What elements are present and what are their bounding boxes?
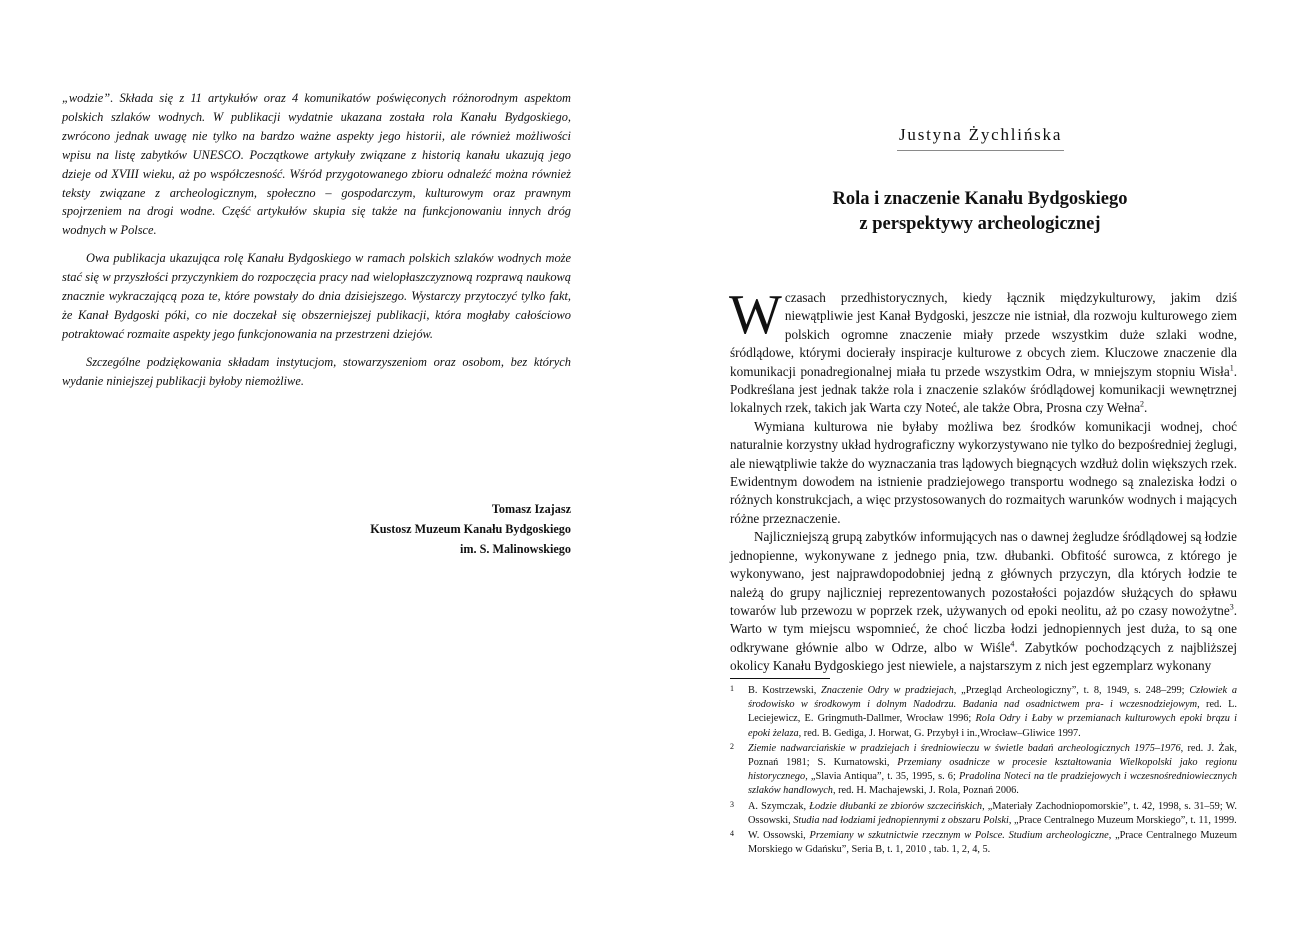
right-page <box>650 0 1299 925</box>
footnote-text: , „Prace Centralnego Muzeum Morskiego w Gdańsku”, Seria B, t. 1, 2010 , tab. 1, 2, 4, 5. <box>748 830 1237 856</box>
footnote-work-title: Człowiek a środowisko w środkowym i dolnym Nadodrzu. Badania nad osadnictwem pra- i wczesnodziejowym <box>748 685 1237 711</box>
left-page <box>0 0 649 925</box>
footnote-ref-4[interactable]: 4 <box>1010 639 1015 649</box>
footnote-ref-1[interactable]: 1 <box>1229 363 1234 373</box>
footnote-2 <box>730 742 1237 799</box>
footnote-text: , „Materiały Zachodniopomorskie”, t. 42, 1998, s. 31–59; W. Ossowski, <box>748 800 1238 826</box>
p3-text-c: . Zabytków pochodzących z najbliższej okolicy Kanału Bydgoskiego jest niewiele, a najstarszym z nich jest egzemplarz wykonany <box>730 639 1237 674</box>
footnote-1 <box>730 684 1237 741</box>
footnote-text: , red. B. Gediga, J. Horwat, G. Przybył i in.,Wrocław–Gliwice 1997. <box>798 727 1081 739</box>
p1-text: czasach przedhistorycznych, kiedy łącznik międzykulturowy, jakim dziś niewątpliwie jest Kanał Bydgoski, jeszcze nie istniał, dla rozwoju kulturowego ziem polskich ogromne znaczenie miały przede wszystkim duże szlaki wodne, śródlądowe, którymi docierały inspiracje kulturowe z obcych ziem. Kluczowe znaczenie dla komunikacji ponadregionalnej miała tu przede wszystkim Odra, w mniejszym stopniu Wisła <box>730 290 1237 379</box>
signature-block <box>370 499 571 559</box>
footnote-ref-2[interactable]: 2 <box>1140 400 1145 410</box>
signature-affiliation: im. S. Malinowskiego <box>459 542 571 556</box>
left-paragraph-2: Owa publikacja ukazująca rolę Kanału Bydgoskiego w ramach polskich szlaków wodnych może stać się w przyszłości przyczynkiem do rozpoczęcia pracy nad wielopłaszczyznową rozprawą naukową znacznie wykraczającą poza te, które powstały do dnia dzisiejszego. Wystarczy przytoczyć tylko fakt, że Kanał Bydgoski póki, co nie doczekał się obszerniejszej publikacji, która mogłaby całościowo potraktować rozmaite aspekty jego funkcjonowania na przestrzeni dziejów. <box>62 251 571 341</box>
p1-text-c: . <box>1144 400 1148 416</box>
footnote-3 <box>730 800 1237 828</box>
footnote-number: 1 <box>730 684 734 693</box>
body-paragraph-1 <box>729 284 1237 418</box>
footnote-number: 2 <box>730 741 734 751</box>
footnote-text: , „Prace Centralnego Muzeum Morskiego”, t. 11, 1999. <box>1008 814 1237 826</box>
article-title <box>780 187 1180 237</box>
left-paragraph-1: „wodzie”. Składa się z 11 artykułów oraz 4 komunikatów poświęconych różnorodnym aspektom polskich szlaków wodnych. W publikacji wydatnie ukazana została rola Kanału Bydgoskiego, zwrócono jednak uwagę nie tylko na bardzo ważne aspekty jego historii, ale również możliwości wpisu na listę zabytków UNESCO. Początkowe artykuły związane z historią kanału ukazują jego dzieje od XVIII wieku, aż po współczesność. Wśród przygotowanego zbioru odnaleźć można również teksty związane z archeologicznym, społeczno – gospodarczym, kulturowym oraz prawnym spojrzeniem na drogi wodne. Część artykułów skupia się także na funkcjonowaniu innych dróg wodnych w Polsce. <box>62 91 571 238</box>
footnote-text: , red. H. Machajewski, J. Rola, Poznań 2006. <box>832 785 1019 797</box>
body-paragraph-2: Wymiana kulturowa nie byłaby możliwa bez środków komunikacji wodnej, choć naturalnie korzystny układ hydrograficzny wykorzystywano nie tylko do bezpośredniej żeglugi, ale niewątpliwie także do wyznaczania tras lądowych biegnących wzdłuż dolin większych rzek. Ewidentnym dowodem na istnienie pradziejowego transportu wodnego są znaleziska łodzi o różnych konstrukcjach, a więc przystosowanych do rozmaitych warunków wodnych i mających różne przeznaczenie. <box>730 418 1237 526</box>
footnote-work-title: Przemiany osadnicze w procesie kształtowania Wielkopolski jako regionu historycznego <box>748 757 1237 783</box>
footnote-text: B. Kostrzewski, <box>748 685 822 696</box>
footnote-text: A. Szymczak, <box>748 800 810 812</box>
article-author: Justyna Żychlińska <box>897 125 1064 151</box>
p3-text-b: . Warto w tym miejscu wspomnieć, że choć liczba łodzi jednopiennych jest duża, to są one odkrywane głównie albo w Odrze, albo w Wiśle <box>730 602 1237 655</box>
footnote-4 <box>730 829 1237 857</box>
title-line-1: Rola i znaczenie Kanału Bydgoskiego <box>832 189 1128 209</box>
footnote-work-title: Rola Odry i Łaby w przemianach kulturowych epoki brązu i epoki żelaza <box>748 713 1237 739</box>
p3-text: Najliczniejszą grupą zabytków informujących nas o dawnej żegludze śródlądowej są łodzie jednopienne, wykonywane z jednego pnia, tzw. dłubanki. Obfitość surowca, z którego je wykonywano, jest najprawdopodobniej jedną z głównych przyczyn, dla których łodzie te należą do grupy najliczniej reprezentowanych pozostałości pojazdów służących do spławu towarów lub przewozu w poprzek rzek, używanych od epoki neolitu, aż po czasy nowożytne <box>730 529 1237 618</box>
footnote-work-title: Przemiany w szkutnictwie rzecznym w Polsce. Studium archeologiczne <box>809 830 1109 842</box>
footnote-work-title: Łodzie dłubanki ze zbiorów szczecińskich <box>809 800 983 812</box>
footnote-text: , „Slavia Antiqua”, t. 35, 1995, s. 6; <box>805 771 959 783</box>
left-page-text <box>62 89 571 400</box>
footnote-number: 4 <box>730 829 734 839</box>
footnote-work-title: Ziemie nadwarciańskie w pradziejach i średniowieczu w świetle badań archeologicznych 1975–1976 <box>748 742 1181 754</box>
footnote-text: , „Przegląd Archeologiczny”, t. 8, 1949, s. 248–299; <box>953 685 1190 696</box>
footnote-text: , red. L. Leciejewicz, E. Gringmuth-Dallmer, Wrocław 1996; <box>748 699 1237 725</box>
p1-text-b: . Podkreślana jest jednak także rola i znaczenie szlaków śródlądowej komunikacji wewnętrznej lokalnych rzek, takich jak Warta czy Noteć, ale także Obra, Prosna czy Wełna <box>730 363 1237 416</box>
drop-cap: W <box>729 284 782 346</box>
footnote-work-title: Pradolina Noteci na tle pradziejowych i wczesnośredniowiecznych szlaków handlowych <box>748 771 1237 797</box>
footnote-text: , red. J. Żak, Poznań 1981; S. Kurnatowski, <box>748 742 1237 769</box>
footnote-ref-3[interactable]: 3 <box>1229 602 1234 612</box>
footnote-divider <box>730 678 830 679</box>
body-paragraph-3 <box>730 528 1237 675</box>
signature-role: Kustosz Muzeum Kanału Bydgoskiego <box>370 522 571 536</box>
footnote-text: W. Ossowski, <box>748 830 810 842</box>
left-paragraph-3: Szczególne podziękowania składam instytucjom, stowarzyszeniom oraz osobom, bez których wydanie niniejszej publikacji byłoby niemożliwe. <box>62 354 571 388</box>
footnote-work-title: Studia nad łodziami jednopiennymi z obszaru Polski <box>793 814 1009 826</box>
footnote-number: 3 <box>730 799 734 809</box>
signature-name: Tomasz Izajasz <box>491 502 571 516</box>
footnotes <box>730 684 1237 858</box>
footnote-work-title: Znaczenie Odry w pradziejach <box>821 685 954 696</box>
article-body <box>729 284 1237 676</box>
title-line-2: z perspektywy archeologicznej <box>859 214 1101 234</box>
